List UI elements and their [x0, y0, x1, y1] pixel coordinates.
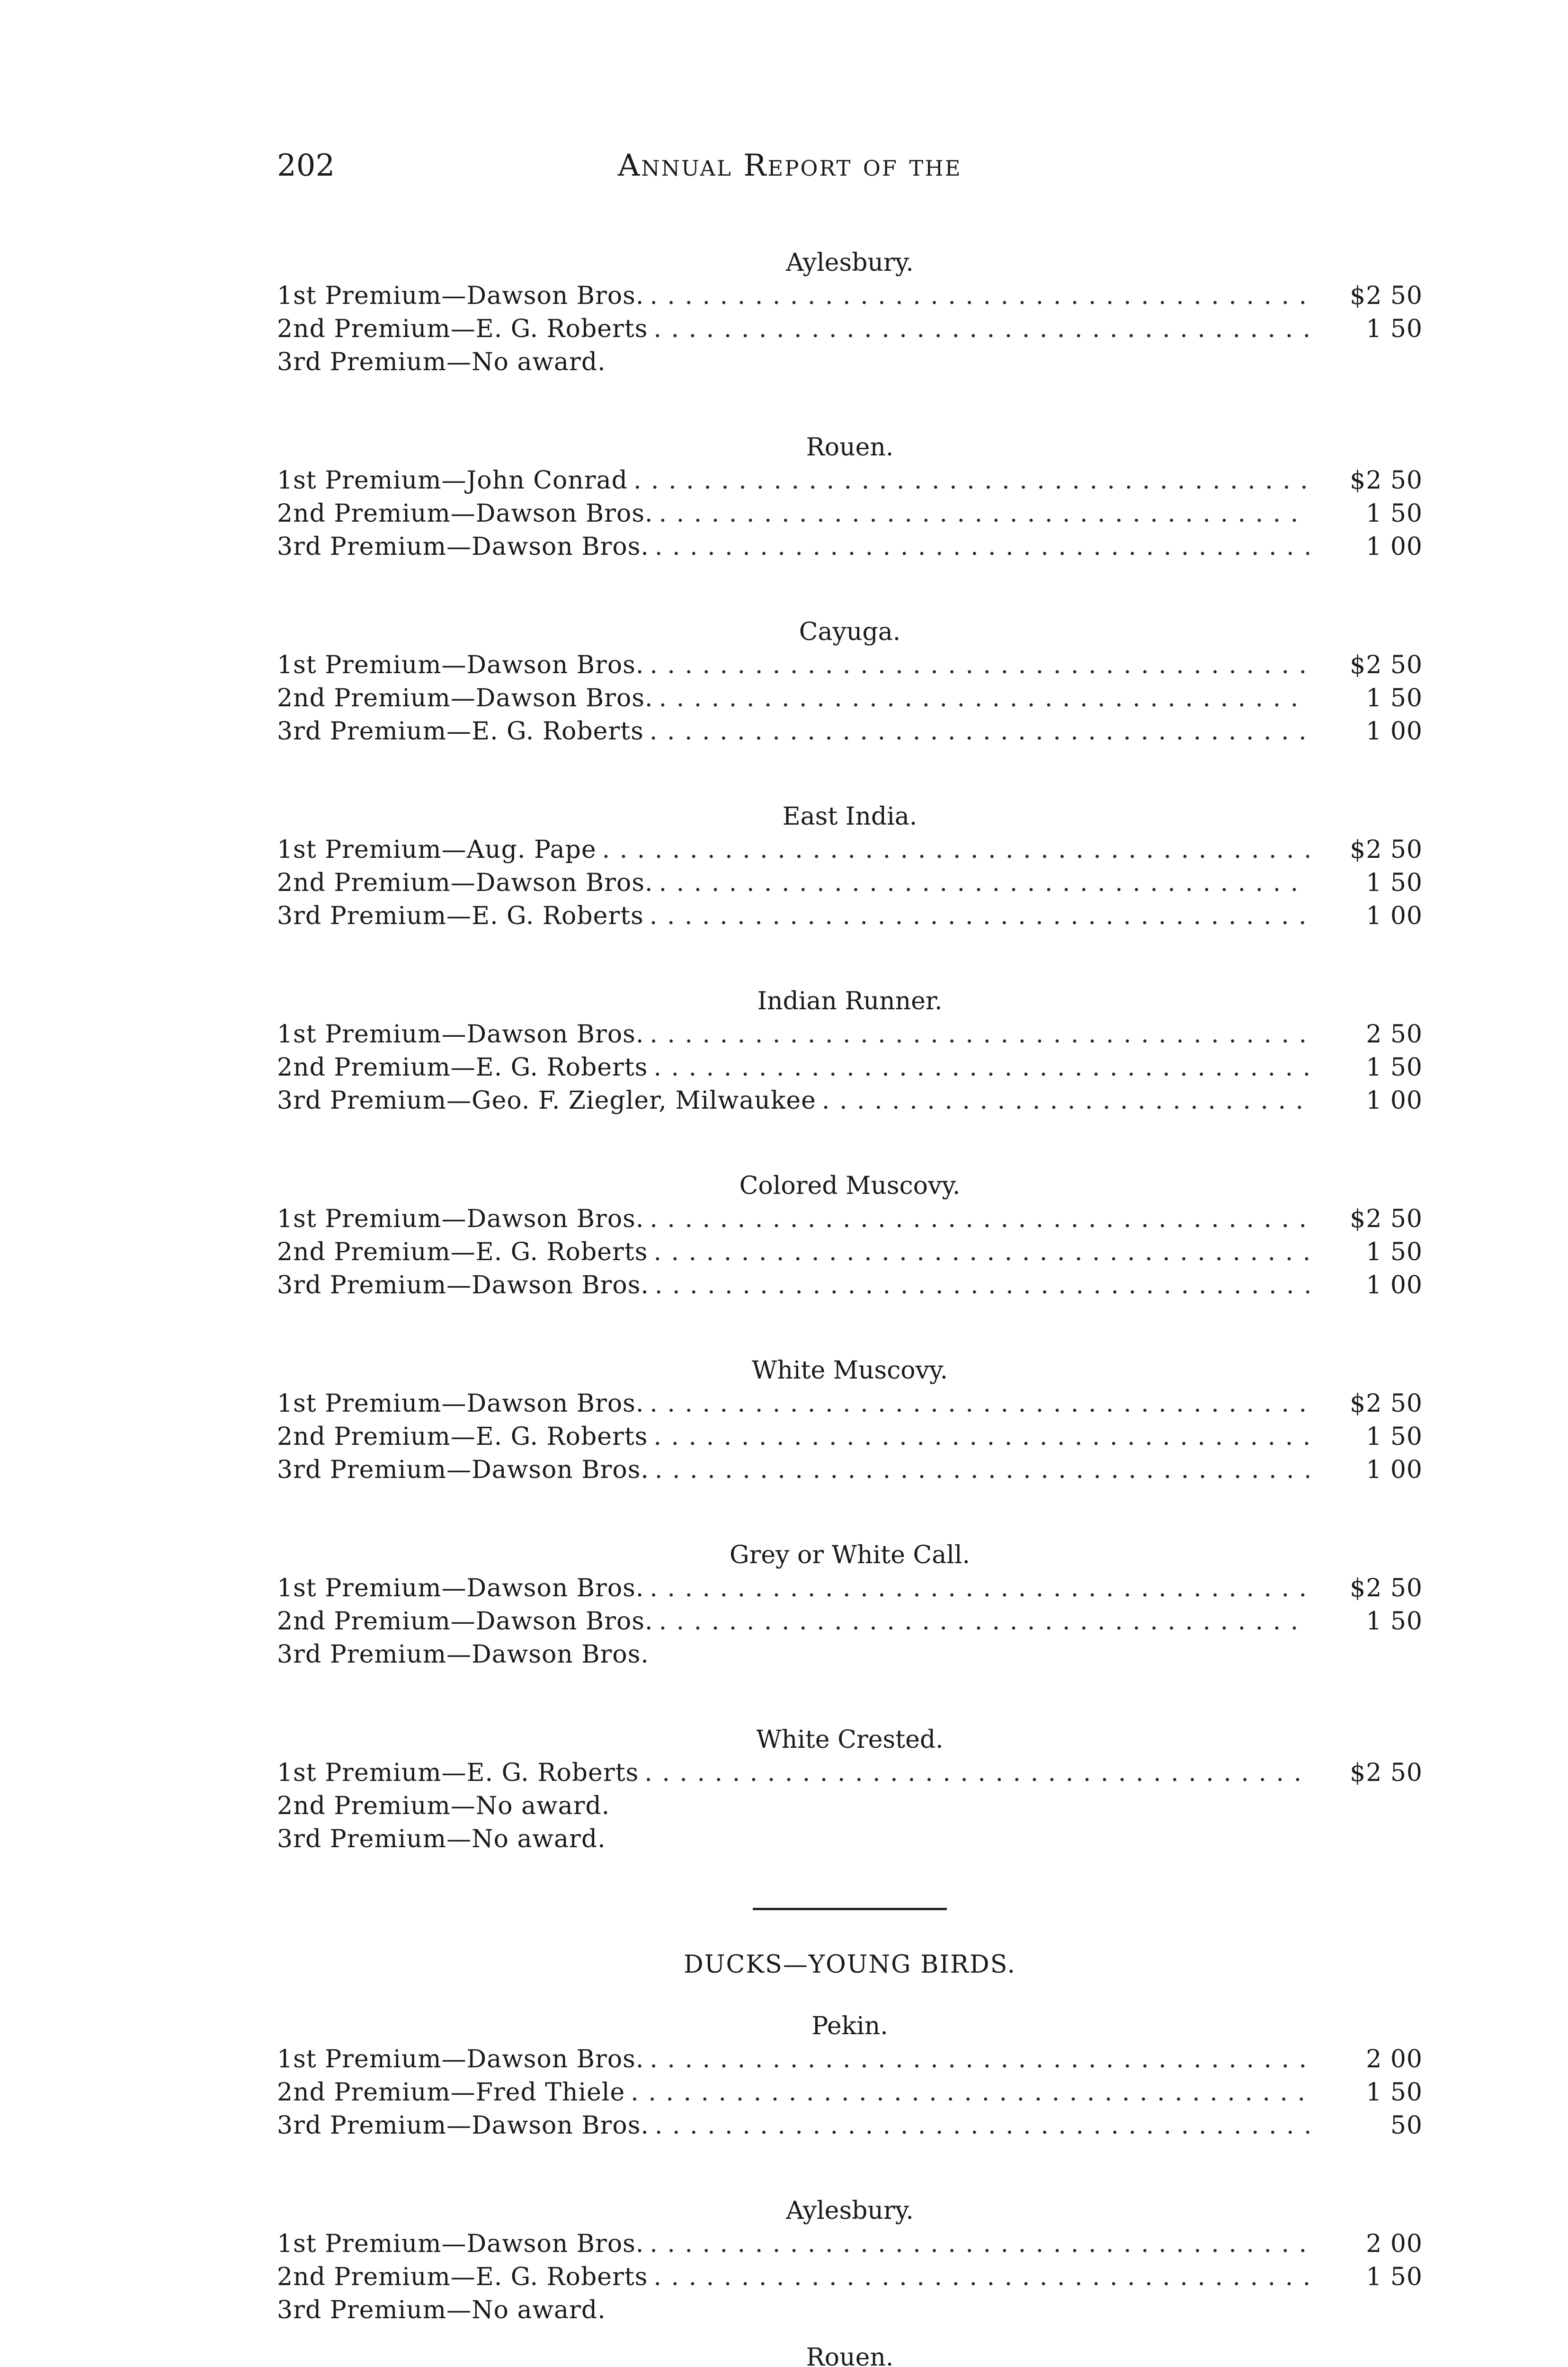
- dot-leader: [655, 530, 1309, 563]
- premium-entry: [277, 2043, 1423, 2076]
- premium-entry: [277, 2227, 1423, 2260]
- premium-amount: 50: [1390, 2111, 1423, 2140]
- premium-label: 2nd Premium—E. G. Roberts: [277, 315, 648, 343]
- premium-entry: [277, 2294, 1423, 2327]
- premium-amount: 2 00: [1366, 2230, 1423, 2258]
- premium-entry: [277, 899, 1423, 933]
- premium-entry: [277, 1051, 1423, 1084]
- premium-label: 2nd Premium—Dawson Bros.: [277, 684, 653, 712]
- dot-leader: [659, 497, 1309, 530]
- premium-entry: [277, 1387, 1423, 1420]
- dot-leader: [650, 1572, 1309, 1605]
- premium-entry: [277, 1018, 1423, 1051]
- dot-leader: [644, 1756, 1309, 1789]
- class-section: [277, 1539, 1423, 1671]
- class-section: [277, 2010, 1423, 2142]
- premium-amount: 1 00: [1366, 1271, 1423, 1299]
- premium-label: 1st Premium—Dawson Bros.: [277, 1389, 644, 1418]
- premium-amount: 1 50: [1366, 1053, 1423, 1082]
- premium-entry: [277, 279, 1423, 312]
- premium-amount: $2 50: [1350, 1759, 1423, 1787]
- premium-list: [277, 246, 1423, 2367]
- dot-leader: [650, 279, 1309, 312]
- class-section: [277, 1723, 1423, 1856]
- class-title: Indian Runner.: [757, 987, 943, 1015]
- class-section: [277, 615, 1423, 748]
- premium-amount: $2 50: [1350, 1389, 1423, 1418]
- premium-label: 2nd Premium—E. G. Roberts: [277, 1053, 648, 1082]
- page-header: [277, 148, 1437, 203]
- premium-entry: [277, 346, 1423, 379]
- dot-leader: [650, 899, 1309, 933]
- dot-leader: [650, 649, 1309, 682]
- premium-amount: 1 50: [1366, 869, 1423, 897]
- premium-label: 3rd Premium—E. G. Roberts: [277, 717, 644, 746]
- premium-amount: 1 50: [1366, 315, 1423, 343]
- dot-leader: [653, 1051, 1309, 1084]
- dot-leader: [653, 312, 1309, 346]
- premium-entry: [277, 682, 1423, 715]
- premium-label: 1st Premium—Aug. Pape: [277, 836, 597, 864]
- premium-entry: [277, 1420, 1423, 1453]
- premium-label: 3rd Premium—E. G. Roberts: [277, 902, 644, 930]
- premium-entry: [277, 1789, 1423, 1823]
- dot-leader: [602, 833, 1309, 866]
- class-title: White Muscovy.: [752, 1356, 948, 1385]
- premium-entry: [277, 1084, 1423, 1117]
- premium-label: 1st Premium—Dawson Bros.: [277, 651, 644, 679]
- premium-amount: 1 50: [1366, 1423, 1423, 1451]
- premium-label: 1st Premium—Dawson Bros.: [277, 1205, 644, 1233]
- premium-entry: [277, 2076, 1423, 2109]
- premium-amount: 1 50: [1366, 499, 1423, 528]
- class-title: Colored Muscovy.: [739, 1172, 961, 1200]
- dot-leader: [650, 1018, 1309, 1051]
- premium-entry: [277, 1823, 1423, 1856]
- class-section: [277, 2194, 1423, 2327]
- old-birds-sections: [277, 246, 1423, 1856]
- class-title: Cayuga.: [799, 618, 901, 646]
- class-title: Grey or White Call.: [729, 1541, 971, 1569]
- dot-leader: [631, 2076, 1309, 2109]
- premium-entry: [277, 530, 1423, 563]
- dot-leader: [653, 1236, 1309, 1269]
- class-title: Rouen.: [806, 433, 894, 462]
- premium-entry: [277, 715, 1423, 748]
- premium-label: 1st Premium—Dawson Bros.: [277, 2230, 644, 2258]
- premium-amount: 1 50: [1366, 1238, 1423, 1266]
- premium-amount: $2 50: [1350, 836, 1423, 864]
- class-title: East India.: [782, 802, 918, 831]
- dot-leader: [655, 1453, 1309, 1486]
- dot-leader: [659, 866, 1309, 899]
- premium-entry: [277, 1638, 1423, 1671]
- premium-amount: 1 00: [1366, 717, 1423, 746]
- premium-label: 2nd Premium—No award.: [277, 1792, 610, 1820]
- premium-entry: [277, 833, 1423, 866]
- dot-leader: [822, 1084, 1309, 1117]
- class-title: Pekin.: [811, 2012, 888, 2040]
- premium-amount: 2 50: [1366, 1020, 1423, 1049]
- premium-amount: $2 50: [1350, 651, 1423, 679]
- premium-amount: 1 50: [1366, 2078, 1423, 2107]
- dot-leader: [650, 1387, 1309, 1420]
- premium-entry: [277, 1202, 1423, 1236]
- premium-amount: $2 50: [1350, 1205, 1423, 1233]
- premium-entry: [277, 312, 1423, 346]
- premium-label: 3rd Premium—Dawson Bros.: [277, 1271, 649, 1299]
- premium-entry: [277, 1572, 1423, 1605]
- class-title: Aylesbury.: [786, 249, 914, 277]
- premium-entry: [277, 1605, 1423, 1638]
- premium-entry: [277, 1269, 1423, 1302]
- premium-label: 2nd Premium—E. G. Roberts: [277, 1423, 648, 1451]
- premium-entry: [277, 649, 1423, 682]
- premium-label: 2nd Premium—Dawson Bros.: [277, 499, 653, 528]
- premium-label: 2nd Premium—E. G. Roberts: [277, 1238, 648, 1266]
- premium-entry: [277, 497, 1423, 530]
- dot-leader: [655, 2109, 1309, 2142]
- dot-leader: [650, 1202, 1309, 1236]
- premium-label: 1st Premium—Dawson Bros.: [277, 282, 644, 310]
- premium-label: 3rd Premium—Geo. F. Ziegler, Milwaukee: [277, 1086, 816, 1115]
- dot-leader: [633, 464, 1309, 497]
- premium-amount: 2 00: [1366, 2045, 1423, 2073]
- dot-leader: [655, 1269, 1309, 1302]
- premium-label: 3rd Premium—Dawson Bros.: [277, 1640, 649, 1669]
- class-title: Aylesbury.: [786, 2197, 914, 2225]
- class-section: [277, 431, 1423, 563]
- premium-label: 1st Premium—John Conrad: [277, 466, 628, 495]
- premium-label: 2nd Premium—Fred Thiele: [277, 2078, 625, 2107]
- premium-amount: 1 00: [1366, 1086, 1423, 1115]
- class-title: White Crested.: [756, 1726, 944, 1754]
- page-number: 202: [277, 148, 335, 183]
- premium-entry: [277, 2109, 1423, 2142]
- premium-amount: 1 50: [1366, 684, 1423, 712]
- premium-label: 2nd Premium—Dawson Bros.: [277, 869, 653, 897]
- class-title: Rouen.: [806, 2343, 894, 2367]
- premium-label: 1st Premium—Dawson Bros.: [277, 1574, 644, 1602]
- class-section: [277, 2341, 1423, 2367]
- class-section: [277, 800, 1423, 933]
- dot-leader: [650, 2227, 1309, 2260]
- premium-amount: $2 50: [1350, 466, 1423, 495]
- premium-amount: 1 50: [1366, 2263, 1423, 2291]
- premium-amount: 1 00: [1366, 533, 1423, 561]
- premium-entry: [277, 1453, 1423, 1486]
- class-section: [277, 1169, 1423, 1302]
- premium-entry: [277, 1236, 1423, 1269]
- premium-label: 1st Premium—Dawson Bros.: [277, 1020, 644, 1049]
- section-divider: [753, 1908, 947, 1910]
- premium-label: 3rd Premium—Dawson Bros.: [277, 533, 649, 561]
- dot-leader: [659, 682, 1309, 715]
- dot-leader: [659, 1605, 1309, 1638]
- premium-amount: $2 50: [1350, 282, 1423, 310]
- premium-entry: [277, 464, 1423, 497]
- premium-label: 1st Premium—Dawson Bros.: [277, 2045, 644, 2073]
- class-section: [277, 985, 1423, 1117]
- premium-amount: 1 00: [1366, 902, 1423, 930]
- premium-amount: $2 50: [1350, 1574, 1423, 1602]
- premium-label: 3rd Premium—No award.: [277, 348, 606, 376]
- premium-label: 3rd Premium—No award.: [277, 2296, 606, 2324]
- premium-label: 3rd Premium—Dawson Bros.: [277, 2111, 649, 2140]
- premium-label: 3rd Premium—No award.: [277, 1825, 606, 1853]
- dot-leader: [653, 1420, 1309, 1453]
- premium-label: 2nd Premium—Dawson Bros.: [277, 1607, 653, 1636]
- class-section: [277, 246, 1423, 379]
- class-section: [277, 1354, 1423, 1486]
- premium-amount: 1 50: [1366, 1607, 1423, 1636]
- dot-leader: [650, 715, 1309, 748]
- young-birds-sections: [277, 2010, 1423, 2367]
- premium-label: 2nd Premium—E. G. Roberts: [277, 2263, 648, 2291]
- premium-entry: [277, 1756, 1423, 1789]
- young-birds-heading: DUCKS—YOUNG BIRDS.: [683, 1950, 1016, 1979]
- dot-leader: [650, 2043, 1309, 2076]
- premium-label: 3rd Premium—Dawson Bros.: [277, 1456, 649, 1484]
- premium-entry: [277, 2260, 1423, 2294]
- premium-amount: 1 00: [1366, 1456, 1423, 1484]
- running-title: Annual Report of the: [618, 148, 962, 183]
- premium-entry: [277, 866, 1423, 899]
- dot-leader: [653, 2260, 1309, 2294]
- premium-label: 1st Premium—E. G. Roberts: [277, 1759, 639, 1787]
